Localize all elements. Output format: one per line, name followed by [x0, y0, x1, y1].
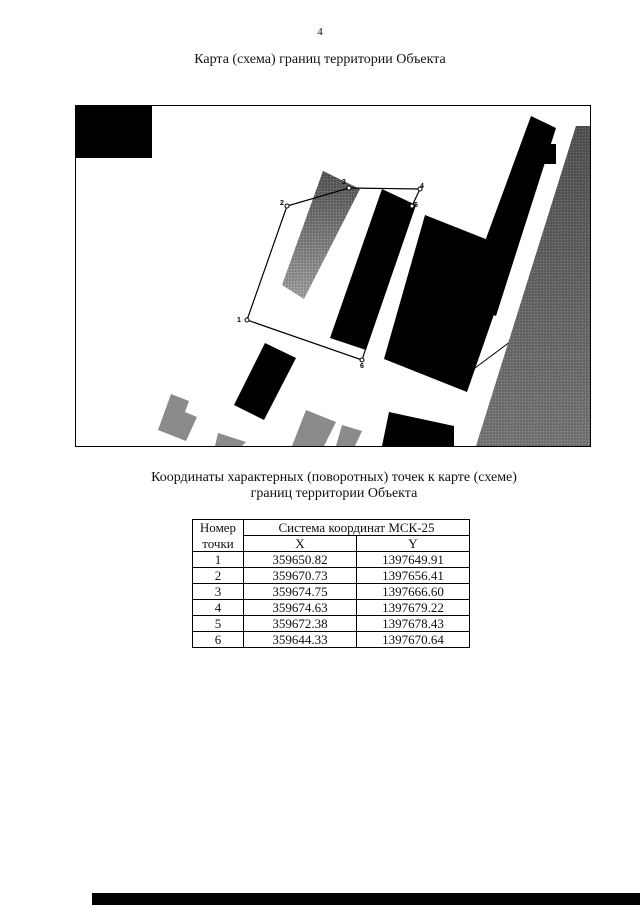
coordinates-caption: [0, 470, 640, 502]
boundary-vertex: [245, 318, 249, 322]
header-number: Номер: [193, 520, 244, 536]
building-top-left: [76, 106, 152, 158]
header-point: точки: [193, 536, 244, 552]
building-grey-bottom-2: [215, 433, 246, 446]
cell-y: 1397666.60: [357, 584, 470, 600]
table-header-row: [193, 520, 470, 536]
cell-y: 1397670.64: [357, 632, 470, 648]
building-right-annex: [542, 144, 556, 164]
territory-map: [75, 105, 591, 447]
header-system: Система координат МСК-25: [244, 520, 470, 536]
cell-x: 359650.82: [244, 552, 357, 568]
building-grey-bottom-3: [292, 410, 336, 446]
vertex-label: 6: [360, 363, 364, 370]
table-row: [193, 552, 470, 568]
page-number: 4: [317, 26, 323, 38]
caption-line-1: Координаты характерных (поворотных) точек к карте (схеме): [151, 470, 517, 485]
cell-y: 1397656.41: [357, 568, 470, 584]
cell-x: 359674.63: [244, 600, 357, 616]
coordinates-table: [192, 519, 470, 648]
table-row: [193, 568, 470, 584]
boundary-vertex: [347, 186, 351, 190]
table-row: [193, 616, 470, 632]
vertex-label: 1: [237, 317, 241, 324]
building-grey-bottom-4: [336, 425, 362, 446]
vertex-label: 5: [414, 202, 418, 209]
cell-point-number: 2: [193, 568, 244, 584]
boundary-vertex: [285, 204, 289, 208]
header-y: Y: [357, 536, 470, 552]
vertex-label: 3: [342, 179, 346, 186]
cell-point-number: 6: [193, 632, 244, 648]
cell-x: 359674.75: [244, 584, 357, 600]
header-x: X: [244, 536, 357, 552]
cell-y: 1397679.22: [357, 600, 470, 616]
building-small-black: [234, 343, 296, 420]
building-black-bottom: [382, 412, 454, 446]
scan-edge-bar: [92, 893, 640, 905]
cell-point-number: 5: [193, 616, 244, 632]
cell-x: 359672.38: [244, 616, 357, 632]
caption-line-2: границ территории Объекта: [250, 486, 418, 501]
cell-point-number: 4: [193, 600, 244, 616]
table-subheader-row: [193, 536, 470, 552]
cell-y: 1397678.43: [357, 616, 470, 632]
table-row: [193, 600, 470, 616]
cell-point-number: 3: [193, 584, 244, 600]
table-row: [193, 584, 470, 600]
cell-x: 359670.73: [244, 568, 357, 584]
vertex-label: 2: [280, 200, 284, 207]
cell-y: 1397649.91: [357, 552, 470, 568]
map-title: Карта (схема) границ территории Объекта: [194, 52, 446, 67]
cell-point-number: 1: [193, 552, 244, 568]
cell-x: 359644.33: [244, 632, 357, 648]
vertex-label: 4: [420, 183, 424, 190]
table-row: [193, 632, 470, 648]
boundary-vertex: [360, 358, 364, 362]
building-grey-bottom-1: [158, 394, 197, 441]
